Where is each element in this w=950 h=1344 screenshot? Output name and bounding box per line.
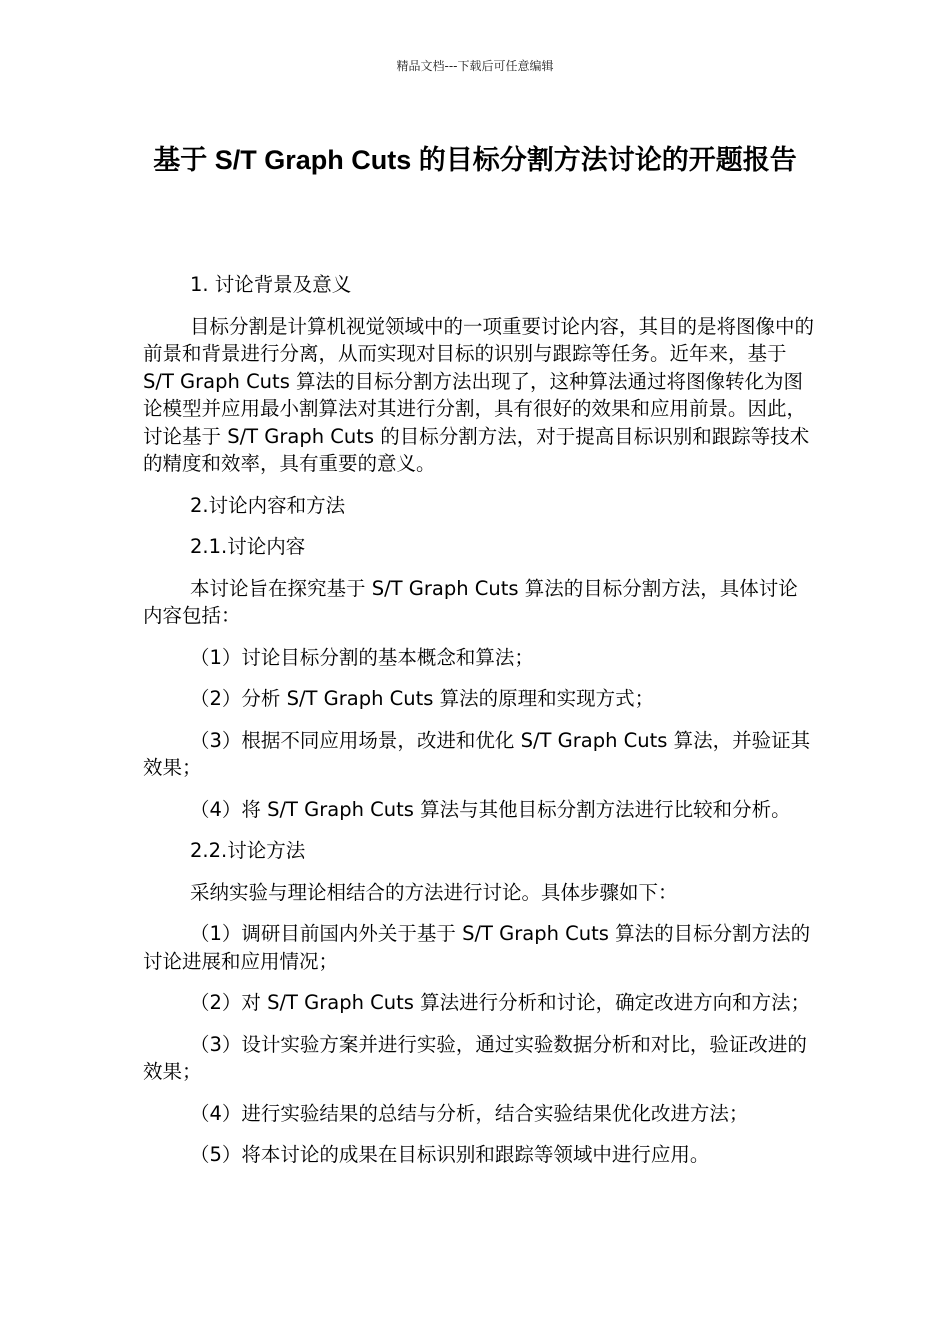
document-body <box>143 271 815 1183</box>
section-heading-background: 1. 讨论背景及意义 <box>190 273 352 296</box>
body-paragraph-background: 目标分割是计算机视觉领域中的一项重要讨论内容，其目的是将图像中的前景和背景进行分离，从而实现对目标的识别与跟踪等任务。近年来，基于 S/T Graph Cuts 算法的目标分割方法出现了，这种算法通过将图像转化为图论模型并应用最小割算法对其进行分割，具有很好的效果和应用前景。因此，讨论基于 S/T Graph Cuts 的目标分割方法，对于提高目标识别和跟踪等技术的精度和效率，具有重要的意义。 <box>143 314 815 475</box>
list-item-method-5: （5）将本讨论的成果在目标识别和跟踪等领域中进行应用。 <box>190 1143 710 1166</box>
section-heading-content-method: 2.讨论内容和方法 <box>190 493 346 517</box>
list-item-method-4: （4）进行实验结果的总结与分析，结合实验结果优化改进方法； <box>190 1101 749 1125</box>
subsection-heading-method: 2.2.讨论方法 <box>190 839 306 862</box>
body-paragraph-method-intro: 采纳实验与理论相结合的方法进行讨论。具体步骤如下： <box>190 880 678 904</box>
list-item-method-1: （1）调研目前国内外关于基于 S/T Graph Cuts 算法的目标分割方法的讨论进展和应用情况； <box>143 922 811 973</box>
subsection-heading-content: 2.1.讨论内容 <box>190 535 306 558</box>
list-item-content-4: （4）将 S/T Graph Cuts 算法与其他目标分割方法进行比较和分析。 <box>190 797 791 821</box>
list-item-content-3: （3）根据不同应用场景，改进和优化 S/T Graph Cuts 算法，并验证其效果； <box>143 728 811 779</box>
list-item-method-3: （3）设计实验方案并进行实验，通过实验数据分析和对比，验证改进的效果； <box>143 1032 807 1083</box>
document-title: 基于 S/T Graph Cuts 的目标分割方法讨论的开题报告 <box>153 145 797 175</box>
body-paragraph-content-intro: 本讨论旨在探究基于 S/T Graph Cuts 算法的目标分割方法，具体讨论内容包括： <box>143 576 798 627</box>
list-item-method-2: （2）对 S/T Graph Cuts 算法进行分析和讨论，确定改进方向和方法； <box>190 991 811 1014</box>
document-header-note: 精品文档---下载后可任意编辑 <box>396 59 554 73</box>
list-item-content-2: （2）分析 S/T Graph Cuts 算法的原理和实现方式； <box>190 687 655 710</box>
list-item-content-1: （1）讨论目标分割的基本概念和算法； <box>190 645 534 669</box>
